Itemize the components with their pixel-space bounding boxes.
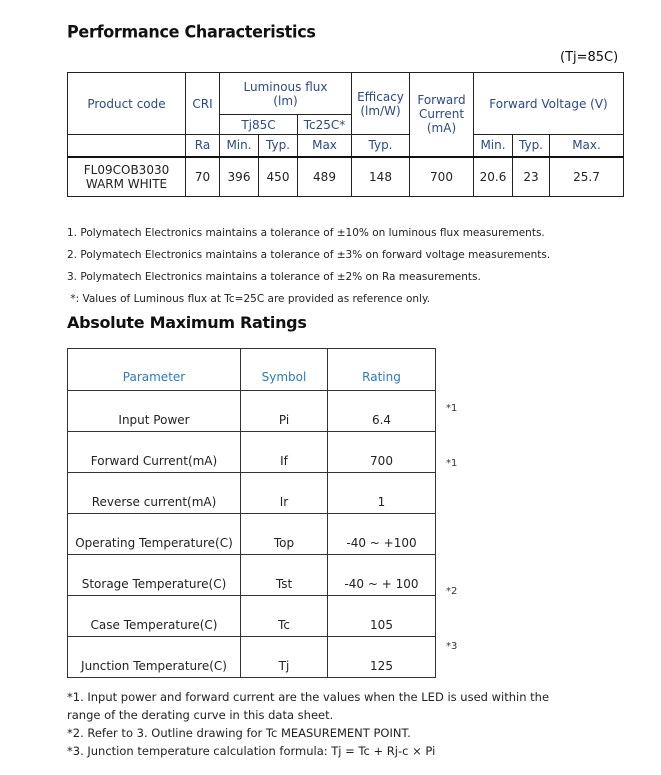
header-flux-min: Min. [220,135,259,157]
luminous-flux-unit: (lm) [273,93,298,108]
header-tj85c: Tj85C [220,115,298,135]
forward-current-label-2: Current [418,107,465,122]
performance-title: Performance Characteristics [67,21,316,42]
efficacy-unit: (lm/W) [360,103,401,118]
header-forward-current [410,73,474,157]
ratings-footnotes [67,688,587,760]
footnote-mark-2: *2 [446,586,458,597]
footnote-3: *3. Junction temperature calculation formula: Tj = Tc + Rj-c × Pi [67,744,436,758]
header-product-blank [68,135,186,157]
product-code-line2: WARM WHITE [85,176,168,191]
header-efficacy-typ: Typ. [352,135,410,157]
forward-current-unit: (mA) [426,121,457,136]
note-asterisk: *: Values of Luminous flux at Tc=25C are provided as reference only. [67,293,431,305]
header-cri: CRI [186,73,220,135]
header-parameter: Parameter [68,349,241,391]
header-vf-max: Max. [550,135,624,157]
header-luminous-flux [220,73,352,115]
cell-flux-max: 489 [298,157,352,197]
rating-reverse-current: 1 [328,473,436,514]
table-row [68,391,436,432]
symbol-ir: Ir [241,473,328,514]
param-storage-temp: Storage Temperature(C) [68,555,241,596]
footnote-mark-1b: *1 [446,458,458,469]
header-efficacy [352,73,410,135]
table-row [68,514,436,555]
cell-efficacy: 148 [352,157,410,197]
footnote-2: *2. Refer to 3. Outline drawing for Tc MEASUREMENT POINT. [67,726,411,740]
performance-table [67,72,624,197]
rating-case-temp: 105 [328,596,436,637]
ratings-table [67,348,436,678]
forward-current-label: Forward [417,93,466,108]
header-flux-max: Max [298,135,352,157]
symbol-tj: Tj [241,637,328,678]
cell-vf-min: 20.6 [474,157,513,197]
efficacy-label: Efficacy [357,89,404,104]
param-junction-temp: Junction Temperature(C) [68,637,241,678]
product-code-line1: FL09COB3030 [83,162,170,177]
cell-forward-current: 700 [410,157,474,197]
cell-flux-min: 396 [220,157,259,197]
cell-ra: 70 [186,157,220,197]
test-condition: (Tj=85C) [560,50,619,65]
rating-junction-temp: 125 [328,637,436,678]
ratings-title: Absolute Maximum Ratings [67,313,307,332]
table-row [68,432,436,473]
rating-storage-temp: -40 ~ + 100 [328,555,436,596]
table-row [68,637,436,678]
cell-flux-typ: 450 [259,157,298,197]
header-forward-voltage: Forward Voltage (V) [474,73,624,135]
cell-vf-max: 25.7 [550,157,624,197]
table-row [68,555,436,596]
footnote-1: *1. Input power and forward current are the values when the LED is used within the [67,690,550,704]
note-2: 2. Polymatech Electronics maintains a tolerance of ±3% on forward voltage measurements. [67,249,551,261]
luminous-flux-label: Luminous flux [243,79,328,94]
header-product-code: Product code [68,73,186,135]
footnote-mark-3: *3 [446,641,458,652]
header-ra: Ra [186,135,220,157]
param-reverse-current: Reverse current(mA) [68,473,241,514]
rating-input-power: 6.4 [328,391,436,432]
header-vf-min: Min. [474,135,513,157]
header-symbol: Symbol [241,349,328,391]
header-flux-typ: Typ. [259,135,298,157]
symbol-tst: Tst [241,555,328,596]
note-3: 3. Polymatech Electronics maintains a tolerance of ±2% on Ra measurements. [67,271,481,283]
note-1: 1. Polymatech Electronics maintains a tolerance of ±10% on luminous flux measurements. [67,227,545,239]
rating-operating-temp: -40 ~ +100 [328,514,436,555]
param-case-temp: Case Temperature(C) [68,596,241,637]
header-rating: Rating [328,349,436,391]
table-row [68,473,436,514]
table-row [68,157,624,197]
footnote-mark-1a: *1 [446,403,458,414]
footnote-1-cont: range of the derating curve in this data sheet. [67,708,334,722]
header-vf-typ: Typ. [513,135,550,157]
param-operating-temp: Operating Temperature(C) [68,514,241,555]
param-input-power: Input Power [68,391,241,432]
param-forward-current: Forward Current(mA) [68,432,241,473]
symbol-tc: Tc [241,596,328,637]
cell-vf-typ: 23 [513,157,550,197]
symbol-if: If [241,432,328,473]
table-row [68,596,436,637]
product-code [68,157,186,197]
rating-forward-current: 700 [328,432,436,473]
tolerance-notes [67,222,550,310]
symbol-top: Top [241,514,328,555]
symbol-pi: Pi [241,391,328,432]
header-tc25c: Tc25C* [298,115,352,135]
